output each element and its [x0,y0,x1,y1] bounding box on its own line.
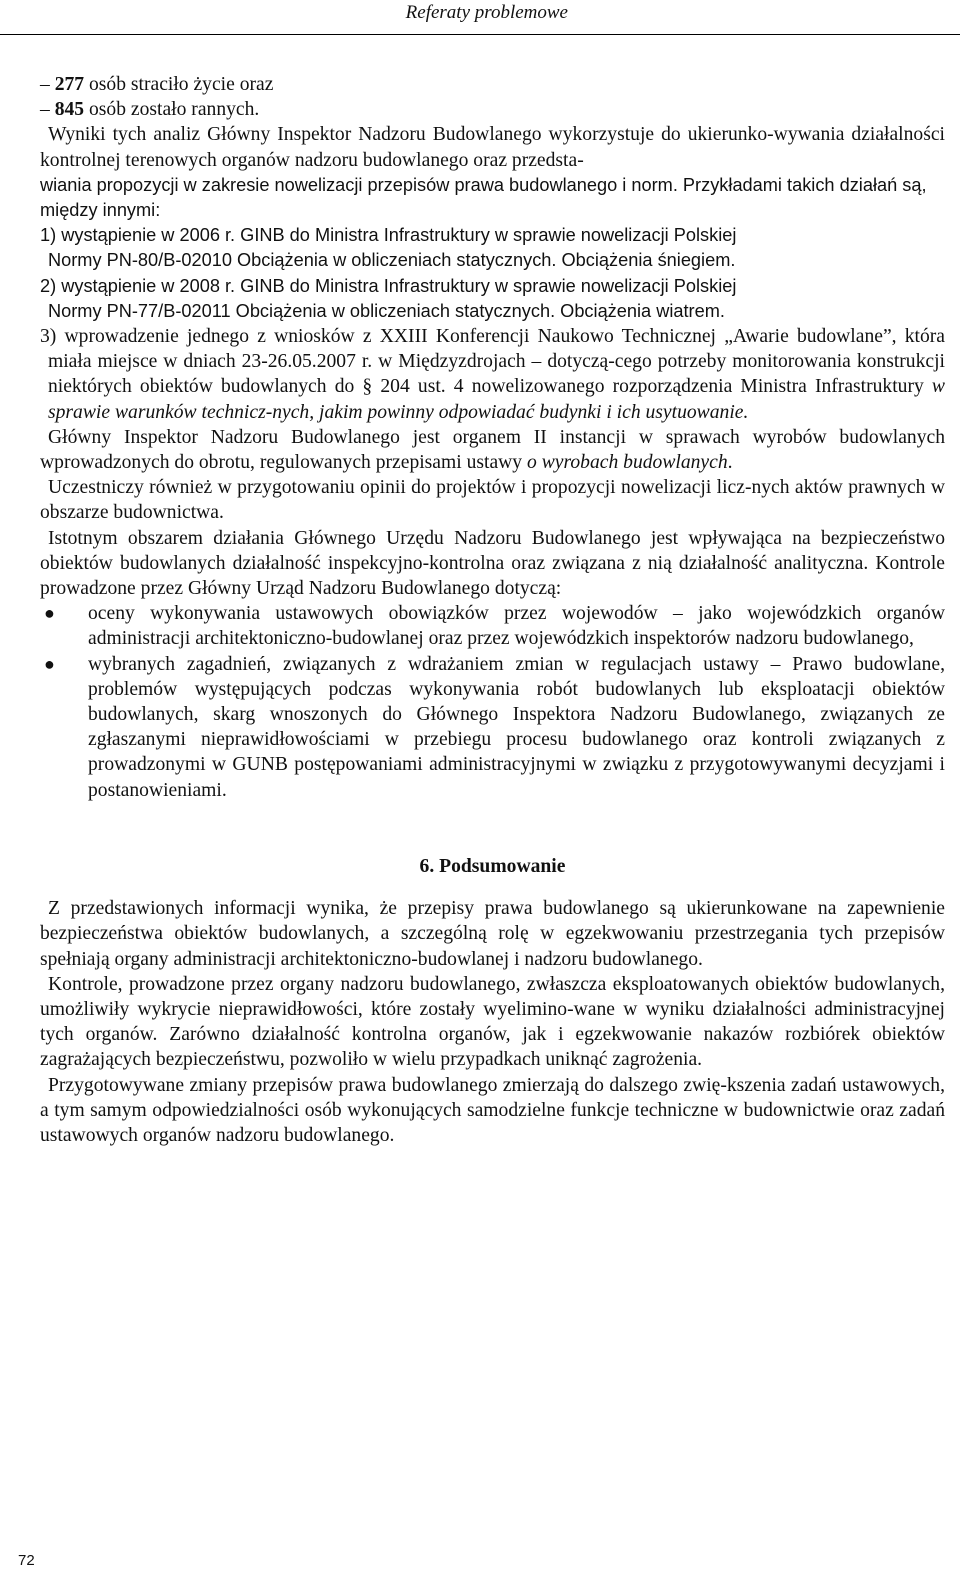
list-item-1-continued: Normy PN-80/B-02010 Obciążenia w obliczeniach statycznych. Obciążenia śniegiem. [48,250,736,271]
page-header [0,0,960,35]
summary-paragraph: Przygotowywane zmiany przepisów prawa budowlanego zmierzają do dalszego zwię-kszenia zadań ustawowych, a tym samym odpowiedzialności osób wykonujących samodzielne funkcje techniczne w budownictwie oraz zadań ustawowych organów nadzoru budowlanego. [40,1074,945,1146]
bullet-item: ● oceny wykonywania ustawowych obowiązków przez wojewodów – jako wojewódzkich organów administracji architektoniczno-budowlanej oraz przez wojewódzkich inspektorów nadzoru budowlanego, [44,603,945,650]
paragraph-uczestniczy: Uczestniczy również w przygotowaniu opinii do projektów i propozycji nowelizacji licz-nych aktów prawnych w obszarze budownictwa. [40,477,945,524]
bullet-list [40,601,945,803]
bullet-icon: ● [44,603,55,624]
page-body [40,72,945,1148]
paragraph-istotnym: Istotnym obszarem działania Głównego Urzędu Nadzoru Budowlanego jest wpływająca na bezpieczeństwo obiektów budowlanych działalność inspekcyjno-kontrolna oraz związana z nią działalność analityczna. Kontrole prowadzone przez Główny Urząd Nadzoru Budowlanego dotyczą: [40,527,945,600]
list-item-3: 3) wprowadzenie jednego z wniosków z XXIII Konferencji Naukowo Technicznej „Awarie budowlane”, która miała miejsce w dniach 23-26.05.2007 r. w Międzyzdrojach – dotyczą-cego potrzeby monitorowania konstrukcji niektórych obiektów budowlanych do § 204 ust. 4 nowelizowanego rozporządzenia Ministra Infrastruktury w sprawie warunków technicz-nych, jakim powinny odpowiadać budynki i ich usytuowanie. [40,326,945,423]
bullet-item: ● wybranych zagadnień, związanych z wdrażaniem zmian w regulacjach ustawy – Prawo budowlane, problemów występujących podczas wykonywania robót budowlanych lub eksploatacji obiektów budowlanych, skarg wnoszonych do Głównego Inspektora Nadzoru Budowlanego, związanych ze zgłaszanymi nieprawidłowościami w przebiegu procesu budowlanego oraz kontroli związanych z prowadzonymi w GUNB postępowaniami administracyjnymi w związku z przygotowywanymi decyzjami i postanowieniami. [44,653,945,801]
intro-paragraph-continued: wiania propozycji w zakresie nowelizacji przepisów prawa budowlanego i norm. Przykładami takich działań są, między innymi: [40,174,927,221]
list-item-1: 1) wystąpienie w 2006 r. GINB do Ministra Infrastruktury w sprawie nowelizacji Polskiej [40,225,737,246]
paragraph-gino: Główny Inspektor Nadzoru Budowlanego jest organem II instancji w sprawach wyrobów budowlanych wprowadzonych do obrotu, regulowanych przepisami ustawy o wyrobach budowlanych. [40,426,945,474]
page-number: 72 [18,1552,35,1569]
stat-line-injured: – 845 osób zostało rannych. [40,99,260,121]
summary-paragraph: Z przedstawionych informacji wynika, że przepisy prawa budowlanego są ukierunkowane na zapewnienie bezpieczeństwa obiektów budowlanych, a szczególną rolę w egzekwowaniu przestrzegania tych przepisów spełniają organy administracji architektoniczno-budowlanej i nadzoru budowlanego. [40,898,945,970]
running-title: Referaty problemowe [405,2,568,23]
section-heading: 6. Podsumowanie [419,855,566,877]
intro-paragraph: Wyniki tych analiz Główny Inspektor Nadzoru Budowlanego wykorzystuje do ukierunko-wywania działalności kontrolnej terenowych organów nadzoru budowlanego oraz przedsta- [40,124,945,171]
list-item-2: 2) wystąpienie w 2008 r. GINB do Ministra Infrastruktury w sprawie nowelizacji Polskiej [40,275,737,296]
bullet-icon: ● [44,653,55,674]
stat-line-deaths: – 277 osób straciło życie oraz [40,74,274,95]
summary-paragraph: Kontrole, prowadzone przez organy nadzoru budowlanego, zwłaszcza eksploatowanych obiektów budowlanych, umożliwiły wykrycie nieprawidłowości, które zostały wyelimino-wane w wyniku działalności administracyjnej tych organów. Zarówno działalność kontrolna organów, jak i egzekwowanie nakazów rozbiórek obiektów zagrażających bezpieczeństwu, pozwoliło w wielu przypadkach uniknąć zagrożenia. [40,973,945,1071]
list-item-2-continued: Normy PN-77/B-02011 Obciążenia w obliczeniach statycznych. Obciążenia wiatrem. [48,300,725,321]
